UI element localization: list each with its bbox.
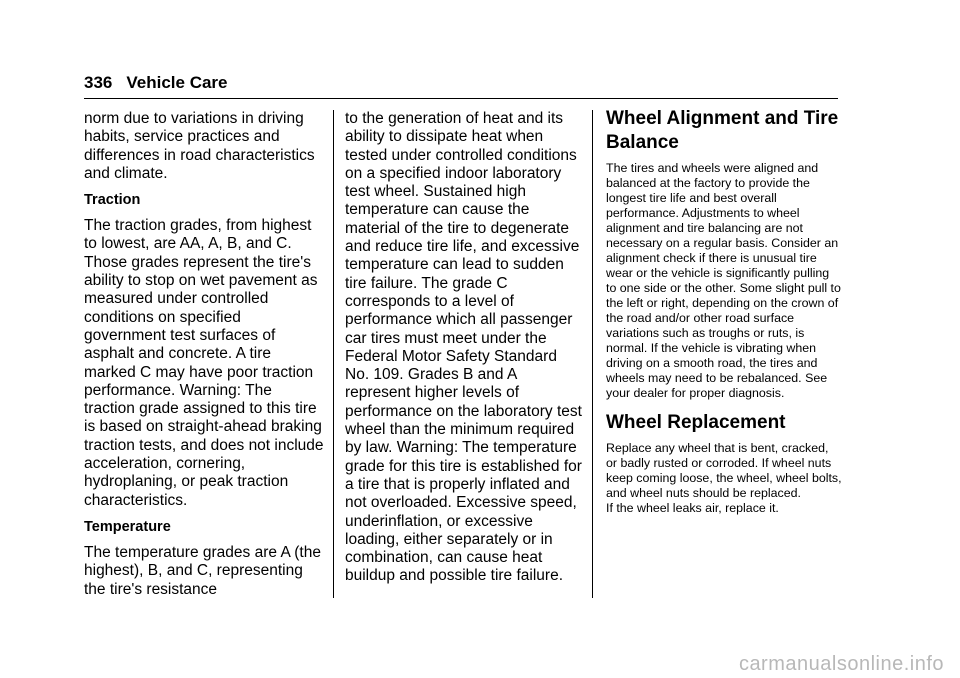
- column-divider-2: [592, 110, 593, 598]
- page-number: 336: [84, 73, 113, 92]
- traction-paragraph: The traction grades, from highest to lowest, are AA, A, B, and C. Those grades represent the tire's ability to stop on wet pavement as measured under controlled conditions on specified government test surfaces of asphalt and concrete. A tire marked C may have poor traction performance. Warning: The traction grade assigned to this tire is based on straight-ahead braking traction tests, and does not include acceleration, cornering, hydroplaning, or peak traction characteristics.: [84, 217, 324, 509]
- column-divider-1: [333, 110, 334, 598]
- temperature-continued-paragraph: to the generation of heat and its ability to dissipate heat when tested under controlled conditions on a specified indoor laboratory test wheel. Sustained high temperature can cause the material of the tire to degenerate and reduce tire life, and excessive temperature can lead to sudden tire failure. The grade C corresponds to a level of performance which all passenger car tires must meet under the Federal Motor Safety Standard No. 109. Grades B and A represent higher levels of performance on the laboratory test wheel than the minimum required by law. Warning: The temperature grade for this tire is established for a tire that is properly inflated and not overloaded. Excessive speed, underinflation, or excessive loading, either separately or in combination, can cause heat buildup and possible tire failure.: [345, 110, 582, 585]
- traction-heading: Traction: [84, 192, 141, 209]
- wheel-leak-paragraph: If the wheel leaks air, replace it.: [606, 501, 779, 515]
- wheel-alignment-heading: Wheel Alignment and Tire Balance: [606, 108, 839, 153]
- temperature-paragraph: The temperature grades are A (the highest), B, and C, representing the tire's resistance: [84, 543, 321, 598]
- wheel-replacement-paragraph: Replace any wheel that is bent, cracked, or badly rusted or corroded. If wheel nuts keep coming loose, the wheel, wheel bolts, and wheel nuts should be replaced.: [606, 441, 842, 500]
- watermark-text: carmanualsonline.info: [738, 653, 944, 675]
- wheel-alignment-paragraph: The tires and wheels were aligned and balanced at the factory to provide the longest tire life and best overall performance. Adjustments to wheel alignment and tire balancing are not necessary on a regular basis. Consider an alignment check if there is unusual tire wear or the vehicle is significantly pulling to one side or the other. Some slight pull to the left or right, depending on the crown of the road and/or other road surface variations such as troughs or ruts, is normal. If the vehicle is vibrating when driving on a smooth road, the tires and wheels may need to be rebalanced. See your dealer for proper diagnosis.: [606, 161, 841, 400]
- page-header: [84, 72, 228, 94]
- temperature-heading: Temperature: [84, 518, 171, 535]
- column-3: [606, 110, 842, 522]
- column-2: [345, 110, 585, 594]
- header-divider: [84, 98, 838, 99]
- intro-paragraph: norm due to variations in driving habits, service practices and differences in road characteristics and climate.: [84, 110, 315, 182]
- column-1: [84, 110, 324, 607]
- section-title: Vehicle Care: [126, 73, 228, 92]
- wheel-replacement-heading: Wheel Replacement: [606, 412, 786, 433]
